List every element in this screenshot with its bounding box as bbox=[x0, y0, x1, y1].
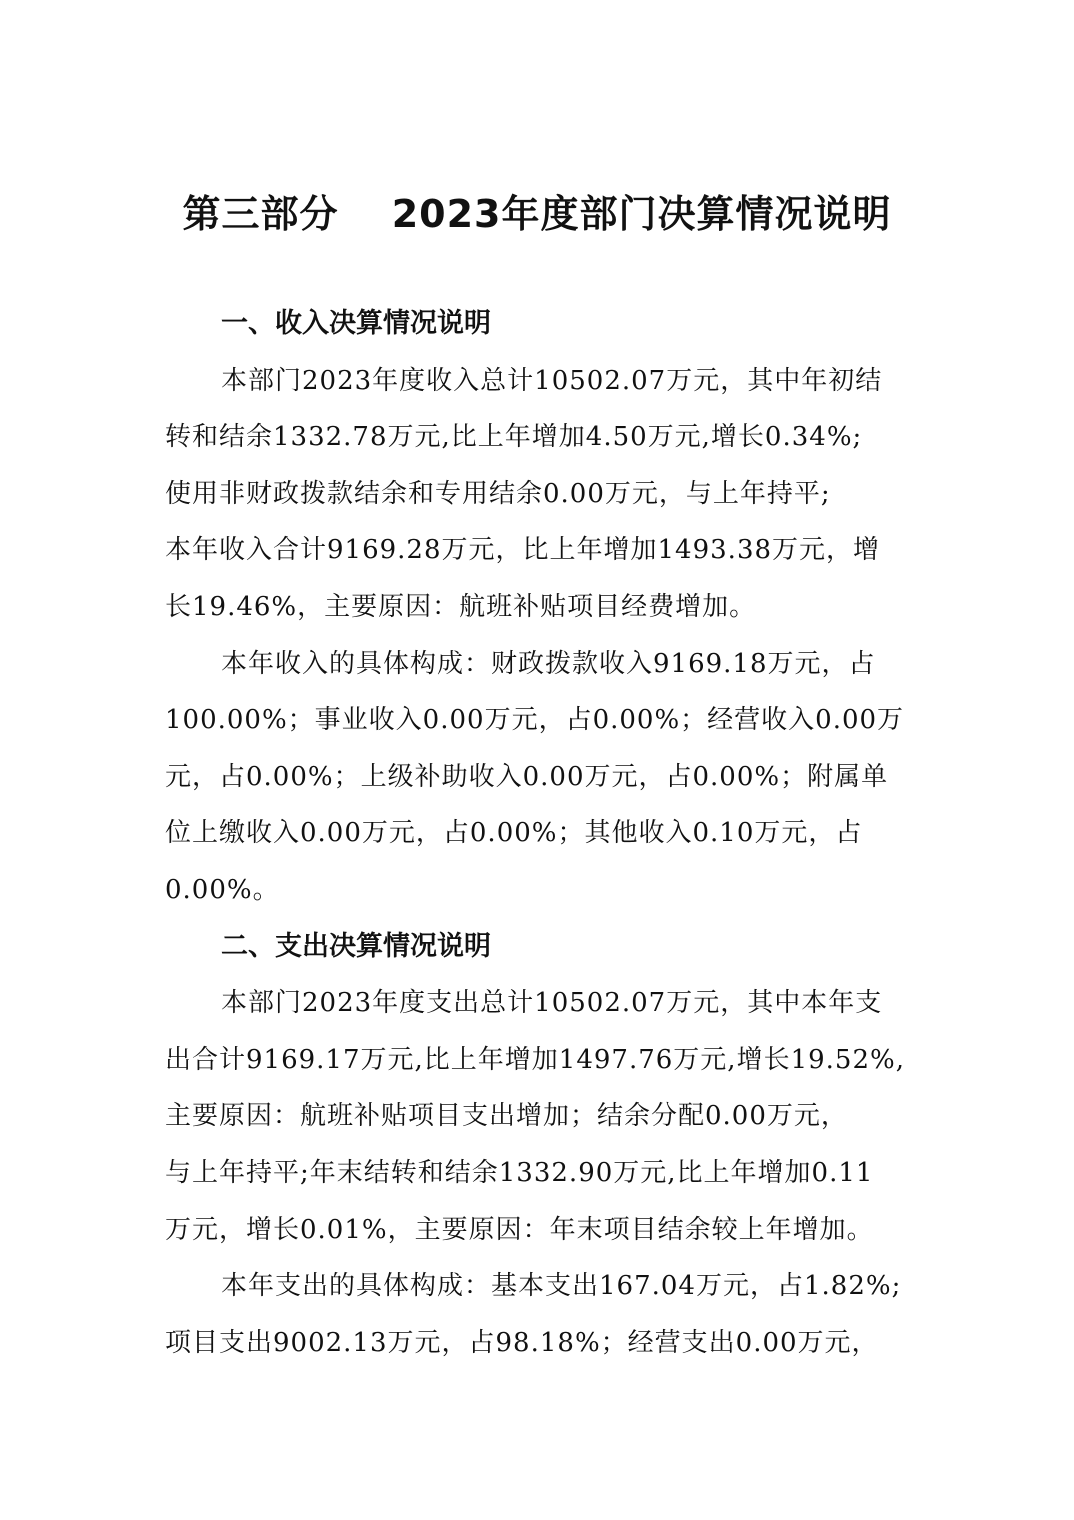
paragraph-line: 与上年持平;年末结转和结余1332.90万元,比上年增加0.11 bbox=[165, 1157, 874, 1188]
section-heading-expenditure: 二、支出决算情况说明 bbox=[221, 930, 491, 962]
page-title: 第三部分 2023年度部门决算情况说明 bbox=[182, 192, 892, 236]
paragraph-line: 转和结余1332.78万元,比上年增加4.50万元,增长0.34%; bbox=[165, 422, 863, 453]
section-heading-income: 一、收入决算情况说明 bbox=[221, 308, 491, 339]
paragraph-line: 本年支出的具体构成：基本支出167.04万元，占1.82%; bbox=[221, 1271, 902, 1302]
income-total-paragraph bbox=[165, 353, 913, 636]
paragraph-line: 长19.46%，主要原因：航班补贴项目经费增加。 bbox=[165, 591, 757, 622]
paragraph-line: 使用非财政拨款结余和专用结余0.00万元，与上年持平; bbox=[165, 478, 831, 509]
paragraph-line: 出合计9169.17万元,比上年增加1497.76万元,增长19.52%, bbox=[165, 1044, 905, 1075]
paragraph-line: 本年收入的具体构成：财政拨款收入9169.18万元，占 bbox=[221, 648, 876, 679]
expenditure-composition-paragraph bbox=[165, 1258, 913, 1371]
paragraph-line: 本部门2023年度支出总计10502.07万元，其中本年支 bbox=[221, 988, 883, 1019]
paragraph-line: 元，占0.00%；上级补助收入0.00万元，占0.00%；附属单 bbox=[165, 761, 889, 792]
paragraph-line: 位上缴收入0.00万元，占0.00%；其他收入0.10万元，占 bbox=[165, 818, 863, 849]
paragraph-line: 100.00%；事业收入0.00万元，占0.00%；经营收入0.00万 bbox=[165, 705, 905, 736]
document-body bbox=[165, 296, 913, 1371]
paragraph-line: 主要原因：航班补贴项目支出增加；结余分配0.00万元， bbox=[165, 1101, 848, 1132]
expenditure-total-paragraph bbox=[165, 975, 913, 1258]
income-composition-paragraph bbox=[165, 636, 913, 919]
paragraph-line: 本部门2023年度收入总计10502.07万元，其中年初结 bbox=[221, 365, 883, 396]
paragraph-line: 0.00%。 bbox=[165, 874, 280, 905]
paragraph-line: 本年收入合计9169.28万元，比上年增加1493.38万元，增 bbox=[165, 535, 881, 566]
paragraph-line: 项目支出9002.13万元，占98.18%；经营支出0.00万元， bbox=[165, 1327, 879, 1358]
paragraph-line: 万元，增长0.01%，主要原因：年末项目结余较上年增加。 bbox=[165, 1214, 874, 1245]
